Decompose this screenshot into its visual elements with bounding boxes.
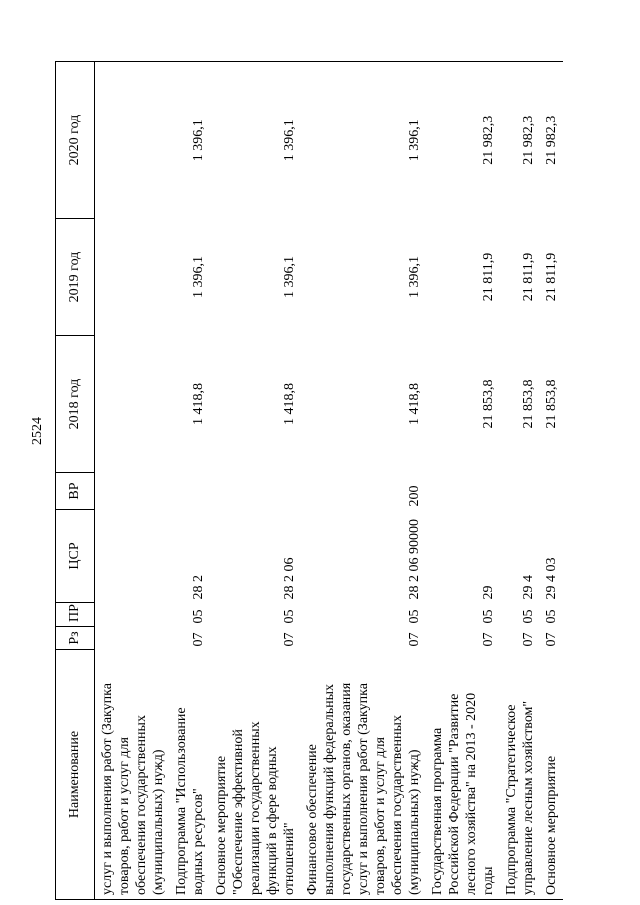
- cell-rz: 07: [282, 632, 297, 647]
- page-number: 2524: [30, 417, 45, 445]
- header-name: Наименование: [56, 650, 95, 900]
- cell-2020: 21 982,3: [426, 62, 500, 219]
- name-line: Государственная программа: [430, 727, 445, 895]
- name-line: (муниципальных) нужд): [407, 749, 422, 895]
- cell-vr: [426, 473, 500, 510]
- cell-2019: 21 811,9: [481, 252, 496, 302]
- cell-2018: 1 418,8: [282, 383, 297, 425]
- cell-rz: 07: [407, 632, 422, 647]
- name-line: годы: [481, 866, 496, 895]
- name-line: "Обеспечение эффективной: [231, 729, 246, 895]
- cell-name: [95, 650, 171, 900]
- name-line: реализации государственных: [248, 721, 263, 895]
- cell-csr: [95, 510, 171, 603]
- cell-name: [540, 650, 563, 900]
- cell-csr: 28 2 06 90000: [407, 519, 422, 600]
- table-row: [500, 62, 540, 900]
- budget-table: [55, 61, 563, 900]
- cell-pr: 05: [481, 609, 496, 624]
- header-rz: Рз: [56, 627, 95, 650]
- cell-rz: 07: [481, 632, 496, 647]
- cell-2019: 1 396,1: [191, 256, 206, 298]
- cell-2018: 1 418,8: [407, 383, 422, 425]
- cell-vr: [210, 473, 301, 510]
- name-line: выполнения функций федеральных: [322, 684, 337, 895]
- cell-2018: 21 853,8: [544, 379, 559, 429]
- name-line: Подпрограмма "Стратегическое: [504, 704, 519, 895]
- cell-2018: 21 853,8: [521, 379, 536, 429]
- cell-name: [426, 650, 500, 900]
- name-line: услуг и выполнения работ (Закупка: [356, 683, 371, 895]
- cell-name: [301, 650, 426, 900]
- name-line: обеспечения государственных: [134, 715, 149, 895]
- name-line: Финансовое обеспечение: [305, 744, 320, 895]
- cell-2020: 21 982,3: [500, 62, 540, 219]
- cell-csr: 29 4: [521, 575, 536, 600]
- name-line: Российской Федерации "Развитие: [447, 693, 462, 895]
- table-body: [95, 62, 564, 900]
- name-line: Подпрограмма "Использование: [174, 707, 189, 895]
- cell-rz: [95, 627, 171, 650]
- name-line: управление лесным хозяйством": [521, 700, 536, 895]
- name-line: (муниципальных) нужд): [151, 749, 166, 895]
- name-line: функций в сфере водных: [265, 746, 280, 895]
- cell-rz: 07: [544, 632, 559, 647]
- cell-2020: 21 982,3: [540, 62, 563, 219]
- cell-vr: [540, 473, 563, 510]
- cell-2020: 1 396,1: [210, 62, 301, 219]
- cell-vr: [95, 473, 171, 510]
- cell-2018: [95, 336, 171, 473]
- cell-rz: 07: [521, 632, 536, 647]
- cell-csr: 29: [481, 585, 496, 600]
- name-line: водных ресурсов": [191, 788, 206, 895]
- cell-pr: 05: [191, 609, 206, 624]
- header-csr: ЦСР: [56, 510, 95, 603]
- cell-2018: 21 853,8: [481, 379, 496, 429]
- header-2018: 2018 год: [56, 336, 95, 473]
- table-row: [540, 62, 563, 900]
- cell-pr: 05: [544, 609, 559, 624]
- name-line: обеспечения государственных: [390, 715, 405, 895]
- header-pr: ПР: [56, 603, 95, 627]
- cell-rz: 07: [191, 632, 206, 647]
- cell-name: [210, 650, 301, 900]
- header-vr: ВР: [56, 473, 95, 510]
- cell-2019: [95, 219, 171, 336]
- cell-2019: 21 811,9: [521, 252, 536, 302]
- header-2019: 2019 год: [56, 219, 95, 336]
- name-line: Основное мероприятие: [544, 755, 559, 895]
- cell-vr: [170, 473, 210, 510]
- name-line: товаров, работ и услуг для: [373, 737, 388, 895]
- cell-2020: 1 396,1: [301, 62, 426, 219]
- cell-csr: 28 2: [191, 575, 206, 600]
- name-line: товаров, работ и услуг для: [117, 737, 132, 895]
- cell-csr: 29 4 03: [544, 557, 559, 600]
- table-row: [170, 62, 210, 900]
- header-2020: 2020 год: [56, 62, 95, 219]
- name-line: Основное мероприятие: [214, 755, 229, 895]
- cell-pr: 05: [282, 609, 297, 624]
- cell-2020: 1 396,1: [170, 62, 210, 219]
- name-line: государственных органов, оказания: [339, 682, 354, 895]
- table-row: [301, 62, 426, 900]
- table-row: [426, 62, 500, 900]
- cell-vr: 200: [407, 485, 422, 507]
- cell-2020: [95, 62, 171, 219]
- name-line: услуг и выполнения работ (Закупка: [100, 683, 115, 895]
- table-header-row: [56, 62, 95, 900]
- cell-2019: 1 396,1: [282, 256, 297, 298]
- cell-name: [170, 650, 210, 900]
- name-line: лесного хозяйства" на 2013 - 2020: [464, 692, 479, 895]
- cell-csr: 28 2 06: [282, 557, 297, 600]
- cell-2019: 21 811,9: [544, 252, 559, 302]
- cell-2018: 1 418,8: [191, 383, 206, 425]
- cell-vr: [500, 473, 540, 510]
- cell-pr: 05: [521, 609, 536, 624]
- cell-pr: 05: [407, 609, 422, 624]
- cell-2019: 1 396,1: [407, 256, 422, 298]
- table-row: [95, 62, 171, 900]
- cell-pr: [95, 603, 171, 627]
- cell-name: [500, 650, 540, 900]
- name-line: отношений": [282, 822, 297, 895]
- table-row: [210, 62, 301, 900]
- rotated-page-content: [55, 62, 600, 900]
